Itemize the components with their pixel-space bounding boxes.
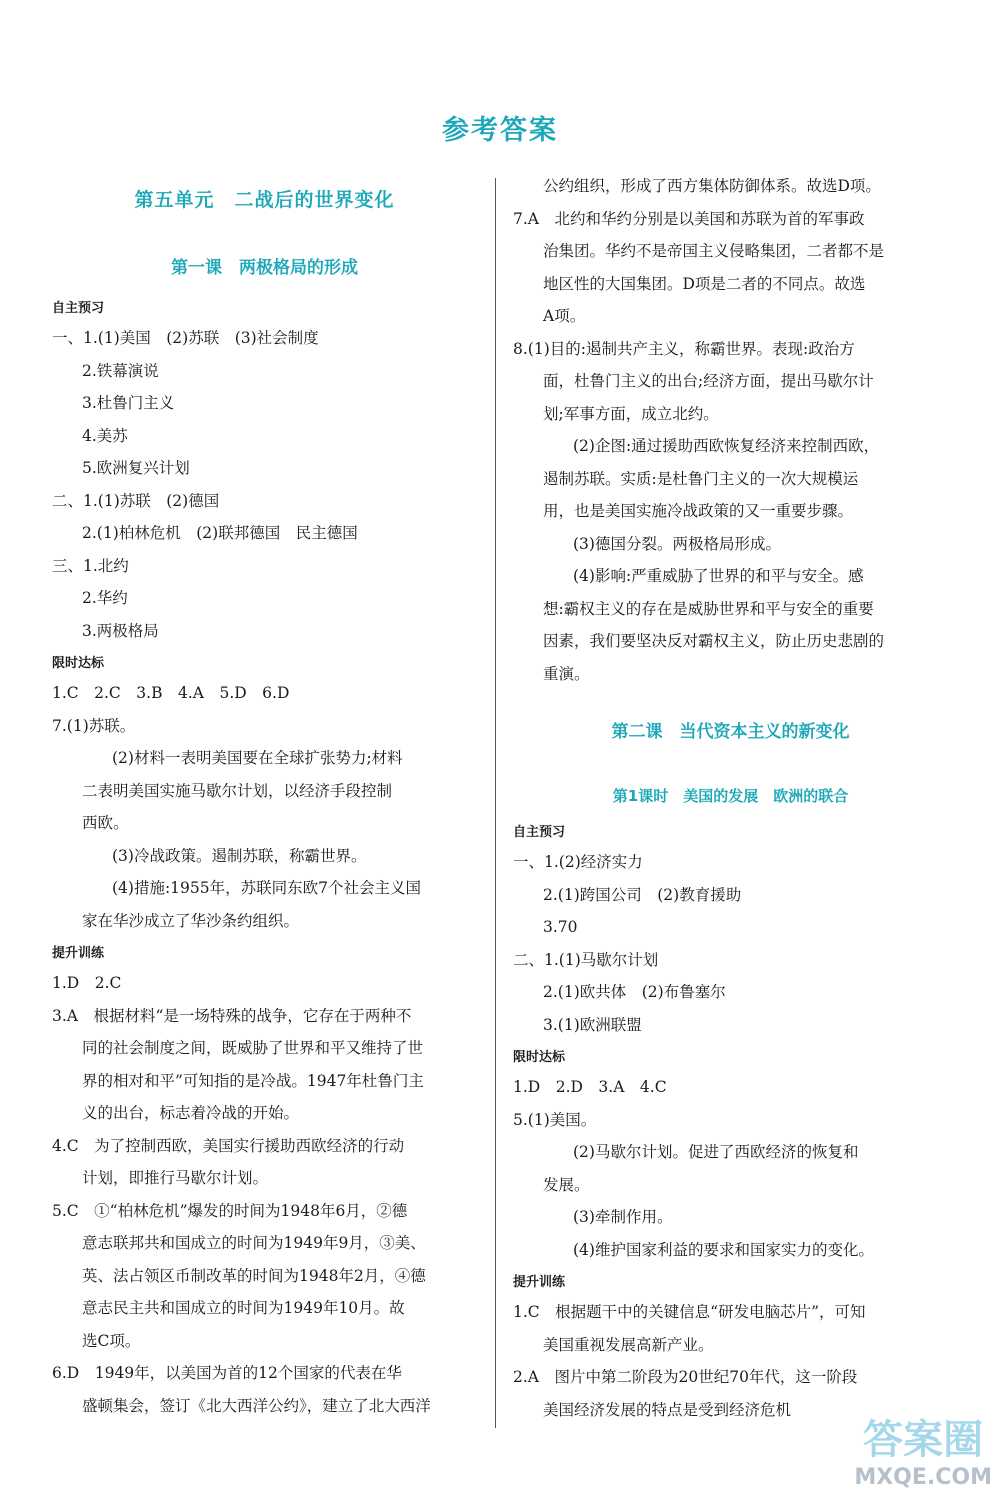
answer-line: 一、1.(2)经济实力: [513, 853, 643, 871]
answer-line: 二、1.(1)苏联 (2)德国: [52, 491, 220, 510]
answer-line: (2)材料一表明美国要在全球扩张势力;材料: [112, 749, 403, 767]
column-divider: [495, 178, 496, 1428]
answer-line: 2.铁幕演说: [82, 361, 159, 380]
answer-line: (3)冷战政策。遏制苏联，称霸世界。: [112, 846, 367, 865]
answer-line: (2)马歇尔计划。促进了西欧经济的恢复和: [573, 1143, 859, 1161]
answer-line: 1.D 2.C: [52, 974, 122, 992]
answer-line: 盛顿集会，签订《北大西洋公约》，建立了北大西洋: [82, 1396, 431, 1415]
answer-line: 二、1.(1)马歇尔计划: [513, 950, 659, 969]
answer-line: 治集团。华约不是帝国主义侵略集团，二者都不是: [543, 242, 885, 260]
answer-line: 4.美苏: [82, 426, 128, 445]
answer-line: 2.(1)跨国公司 (2)教育援助: [543, 885, 742, 904]
answer-line: 公约组织，形成了西方集体防御体系。故选D项。: [543, 177, 881, 195]
answer-line: 1.D 2.D 3.A 4.C: [513, 1078, 667, 1096]
left-sections: [52, 296, 477, 1422]
watermark-logo: [854, 1417, 992, 1497]
answer-line: 2.A 图片中第二阶段为20世纪70年代，这一阶段: [513, 1368, 858, 1386]
sub-lesson-title: 第1课时 美国的发展 欧洲的联合: [612, 787, 849, 805]
right-top-lines: [513, 170, 948, 690]
answer-line: 西欧。: [82, 814, 129, 832]
answer-line: 划;军事方面，成立北约。: [543, 404, 719, 423]
right-column: [513, 170, 948, 1426]
answer-line: 3.两极格局: [82, 621, 159, 640]
right-sections: [513, 820, 948, 1426]
watermark-main: 答案圈: [863, 1417, 984, 1463]
answer-line: (4)影响:严重威胁了世界的和平与安全。感: [573, 567, 864, 585]
page-title: 参考答案: [442, 115, 558, 146]
answer-line: 面，杜鲁门主义的出台;经济方面，提出马歇尔计: [543, 372, 874, 390]
answer-line: 英、法占领区币制改革的时间为1948年2月，④德: [82, 1266, 426, 1285]
answer-line: 同的社会制度之间，既威胁了世界和平又维持了世: [82, 1039, 424, 1057]
unit-title: 第五单元 二战后的世界变化: [134, 189, 395, 211]
section-heading: 限时达标: [52, 656, 105, 671]
answer-line: 2.(1)欧共体 (2)布鲁塞尔: [543, 983, 726, 1001]
answer-line: 二表明美国实施马歇尔计划，以经济手段控制: [82, 781, 393, 800]
left-column: [52, 170, 477, 1422]
section-heading: 自主预习: [52, 301, 105, 316]
answer-line: 家在华沙成立了华沙条约组织。: [82, 911, 300, 930]
answer-line: A项。: [543, 307, 586, 325]
answer-line: 4.C 为了控制西欧，美国实行援助西欧经济的行动: [52, 1136, 405, 1155]
answer-line: 1.C 根据题干中的关键信息“研发电脑芯片”，可知: [513, 1303, 866, 1321]
section-heading: 提升训练: [52, 946, 105, 961]
answer-line: 美国经济发展的特点是受到经济危机: [543, 1400, 792, 1419]
answer-line: 用，也是美国实施冷战政策的又一重要步骤。: [543, 502, 854, 520]
answer-line: 2.华约: [82, 589, 128, 607]
answer-line: 想:霸权主义的存在是威胁世界和平与安全的重要: [543, 599, 874, 618]
section-heading: 提升训练: [513, 1275, 566, 1290]
answer-line: 2.(1)柏林危机 (2)联邦德国 民主德国: [82, 524, 358, 542]
answer-line: 遏制苏联。实质:是杜鲁门主义的一次大规模运: [543, 469, 859, 488]
answer-line: 计划，即推行马歇尔计划。: [82, 1169, 269, 1187]
answer-line: 5.欧洲复兴计划: [82, 459, 190, 477]
answer-line: 三、1.北约: [52, 556, 129, 575]
answer-line: 8.(1)目的:遏制共产主义，称霸世界。表现:政治方: [513, 339, 855, 358]
answer-line: 3.杜鲁门主义: [82, 394, 175, 412]
section-heading: 自主预习: [513, 825, 566, 840]
answer-line: 3.(1)欧洲联盟: [543, 1015, 642, 1034]
answer-line: 发展。: [543, 1175, 590, 1194]
answer-line: 7.A 北约和华约分别是以美国和苏联为首的军事政: [513, 209, 865, 228]
answer-line: 因素，我们要坚决反对霸权主义，防止历史悲剧的: [543, 632, 885, 650]
answer-line: 7.(1)苏联。: [52, 716, 136, 735]
answer-line: 5.(1)美国。: [513, 1110, 597, 1129]
watermark-sub: MXQE.COM: [854, 1465, 992, 1490]
lesson-title-2: 第二课 当代资本主义的新变化: [611, 722, 850, 742]
answer-line: (3)德国分裂。两极格局形成。: [573, 534, 781, 553]
lesson-title: 第一课 两极格局的形成: [171, 258, 358, 278]
section-heading: 限时达标: [513, 1050, 566, 1065]
answer-line: 6.D 1949年，以美国为首的12个国家的代表在华: [52, 1364, 402, 1382]
answer-line: 意志联邦共和国成立的时间为1949年9月，③美、: [82, 1234, 426, 1252]
answer-line: 义的出台，标志着冷战的开始。: [82, 1104, 300, 1122]
answer-line: (4)维护国家利益的要求和国家实力的变化。: [573, 1240, 874, 1259]
answer-line: 意志民主共和国成立的时间为1949年10月。故: [82, 1299, 405, 1317]
answer-line: 重演。: [543, 664, 590, 683]
answer-line: 5.C ①“柏林危机”爆发的时间为1948年6月，②德: [52, 1201, 408, 1220]
answer-line: 地区性的大国集团。D项是二者的不同点。故选: [543, 274, 866, 293]
answer-line: 3.70: [543, 918, 578, 936]
answer-line: 美国重视发展高新产业。: [543, 1335, 714, 1354]
answer-line: (3)牵制作用。: [573, 1208, 673, 1226]
answer-line: 选C项。: [82, 1331, 141, 1350]
answer-line: 3.A 根据材料“是一场特殊的战争，它存在于两种不: [52, 1006, 412, 1025]
answer-line: (2)企图:通过援助西欧恢复经济来控制西欧，: [573, 437, 880, 455]
answer-line: 1.C 2.C 3.B 4.A 5.D 6.D: [52, 684, 290, 702]
answer-line: (4)措施:1955年，苏联同东欧7个社会主义国: [112, 879, 421, 897]
answer-line: 一、1.(1)美国 (2)苏联 (3)社会制度: [52, 329, 319, 347]
answer-line: 界的相对和平”可知指的是冷战。1947年杜鲁门主: [82, 1071, 424, 1090]
